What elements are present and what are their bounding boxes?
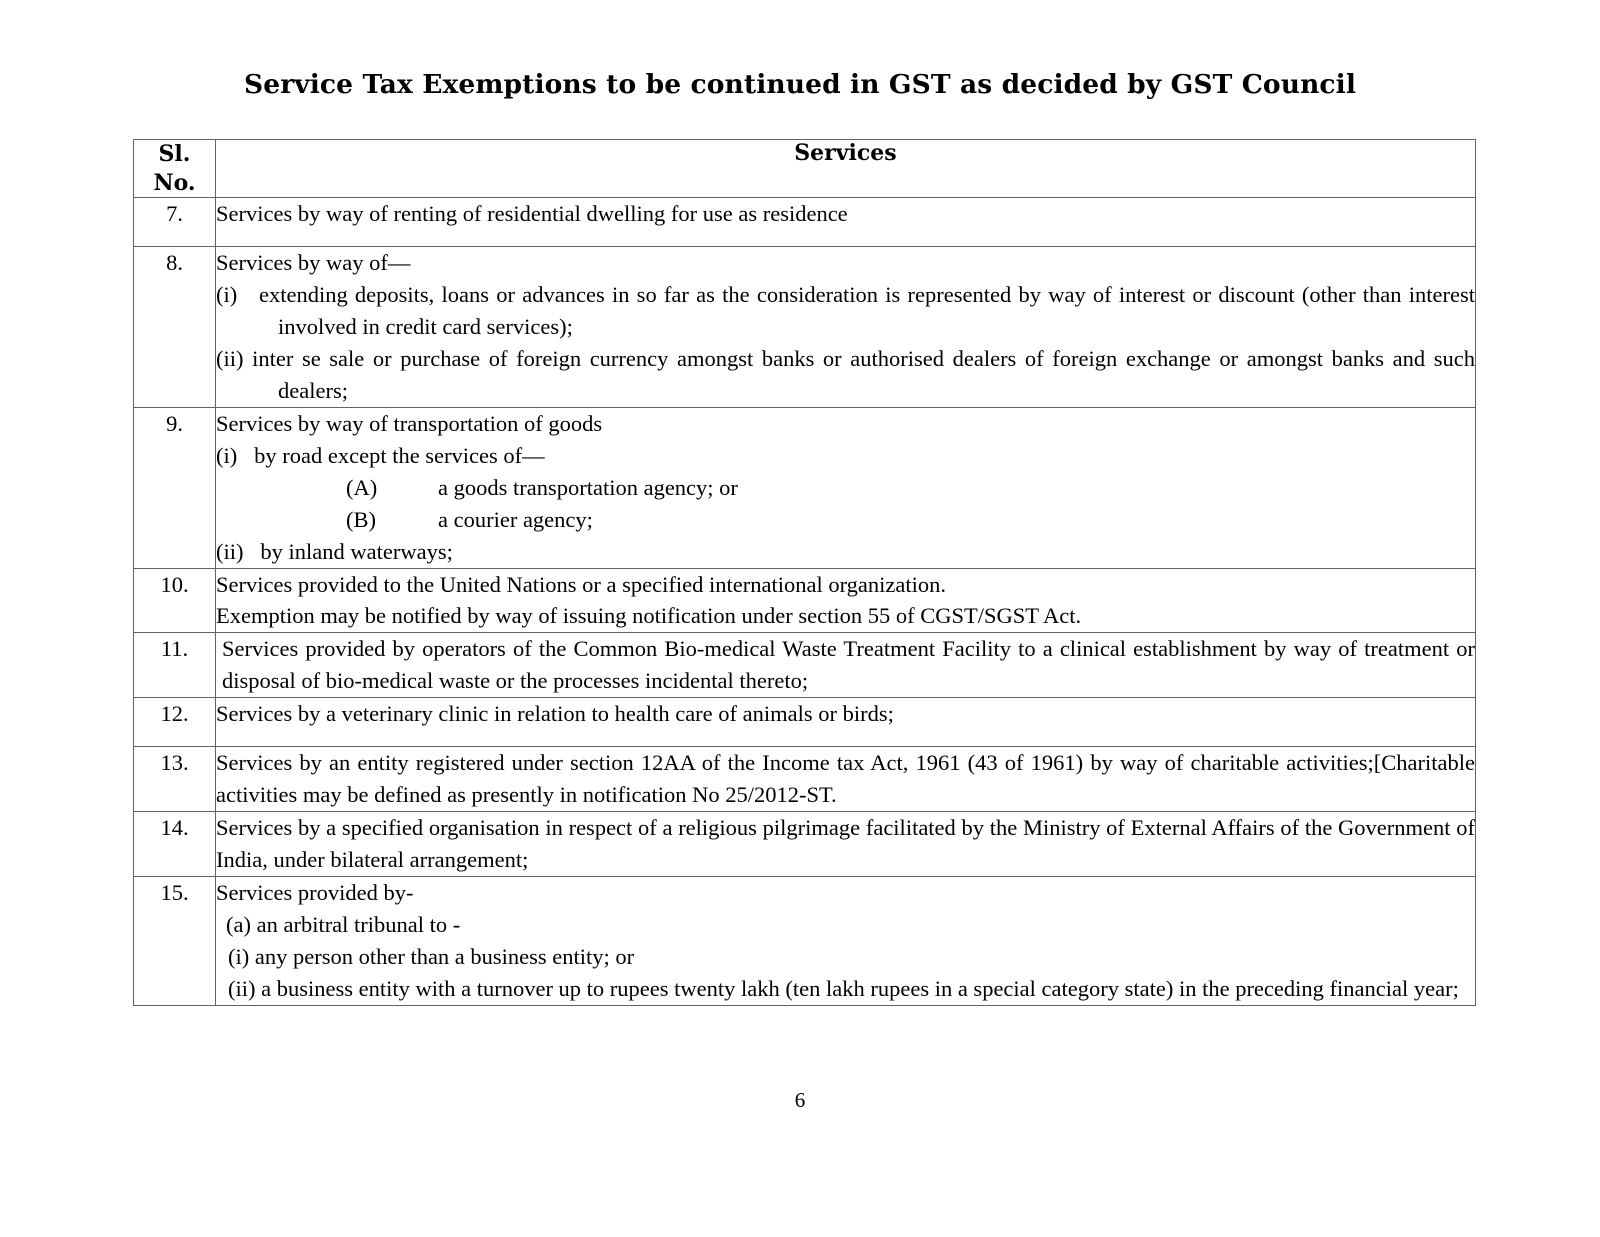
- row8-item-ii: [216, 343, 1475, 407]
- row-sl-no: 10.: [134, 568, 216, 633]
- row7-spacer: [216, 230, 1475, 246]
- row8-marker-ii: (ii): [216, 345, 244, 371]
- row9-item-ii: [216, 536, 1475, 568]
- row-sl-no: 8.: [134, 247, 216, 408]
- row9-marker-ii: (ii): [216, 538, 244, 564]
- row8-item-i: [216, 279, 1475, 343]
- row9-text-i: by road except the services of—: [254, 442, 545, 468]
- row9-item-i: [216, 440, 1475, 472]
- row-services: [216, 698, 1476, 747]
- row9-marker-a: (A): [346, 474, 378, 500]
- row15-item-a: (a) an arbitral tribunal to -: [226, 911, 461, 937]
- page-title: Service Tax Exemptions to be continued in GST as decided by GST Council: [244, 69, 1356, 100]
- table-row: [134, 812, 1476, 877]
- row9-marker-b: (B): [346, 506, 376, 532]
- row-sl-no: 14.: [134, 812, 216, 877]
- row-services: [216, 876, 1476, 1005]
- row12-line1: Services by a veterinary clinic in relation to health care of animals or birds;: [216, 701, 894, 727]
- table-row: [134, 407, 1476, 568]
- row15-item-ii: (ii) a business entity with a turnover up to rupees twenty lakh (ten lakh rupees in a special category state) in the preceding financial year;: [228, 975, 1459, 1001]
- row-sl-no: 13.: [134, 747, 216, 812]
- table-row: [134, 633, 1476, 698]
- row8-line1: Services by way of—: [216, 250, 411, 276]
- row-services: [216, 247, 1476, 408]
- row-services: [216, 198, 1476, 247]
- column-header-services: Services: [216, 140, 1476, 198]
- row11-line1: Services provided by operators of the Common Bio-medical Waste Treatment Facility to a clinical establishment by way of treatment or disposal of bio-medical waste or the processes incidental thereto;: [222, 636, 1475, 694]
- table-header-row: [134, 140, 1476, 198]
- row7-line1: Services by way of renting of residential dwelling for use as residence: [216, 201, 848, 227]
- row-sl-no: 9.: [134, 407, 216, 568]
- row9-text-ii: by inland waterways;: [260, 538, 453, 564]
- row9-item-a: [216, 472, 1475, 504]
- row10-line1: Services provided to the United Nations or a specified international organization.: [216, 571, 946, 597]
- row9-item-b: [216, 504, 1475, 536]
- exemptions-table: [133, 139, 1476, 1006]
- row8-marker-i: (i): [216, 282, 238, 308]
- row-sl-no: 15.: [134, 876, 216, 1005]
- sl-no-line1: Sl.: [158, 141, 191, 167]
- row13-line1: Services by an entity registered under section 12AA of the Income tax Act, 1961 (43 of 1961) by way of charitable activities;[Charitable activities may be defined as presently in notification No 25/2012-ST.: [216, 750, 1475, 808]
- row-services: [216, 568, 1476, 633]
- row15-line1: Services provided by-: [216, 879, 414, 905]
- row-sl-no: 11.: [134, 633, 216, 698]
- row9-line1: Services by way of transportation of goods: [216, 410, 603, 436]
- row8-text-ii: inter se sale or purchase of foreign currency amongst banks or authorised dealers of foreign exchange or amongst banks and such dealers;: [252, 345, 1476, 403]
- row15-item-i: (i) any person other than a business entity; or: [228, 943, 635, 969]
- row8-text-i: extending deposits, loans or advances in so far as the consideration is represented by way of interest or discount (other than interest involved in credit card services);: [258, 282, 1475, 339]
- row-services: [216, 812, 1476, 877]
- row9-marker-i: (i): [216, 442, 238, 468]
- table-row: [134, 747, 1476, 812]
- table-row: [134, 198, 1476, 247]
- row-sl-no: 7.: [134, 198, 216, 247]
- row-services: [216, 747, 1476, 812]
- row-sl-no: 12.: [134, 698, 216, 747]
- row-services: [216, 633, 1476, 698]
- table-row: [134, 876, 1476, 1005]
- row9-text-a: a goods transportation agency; or: [438, 474, 738, 500]
- page-number: 6: [794, 1088, 806, 1112]
- row14-line1: Services by a specified organisation in respect of a religious pilgrimage facilitated by the Ministry of External Affairs of the Government of India, under bilateral arrangement;: [216, 815, 1475, 872]
- table-row: [134, 698, 1476, 747]
- table-row: [134, 568, 1476, 633]
- row9-text-b: a courier agency;: [438, 506, 593, 532]
- row10-line2: Exemption may be notified by way of issuing notification under section 55 of CGST/SGST Act.: [216, 603, 1082, 629]
- row12-spacer: [216, 730, 1475, 746]
- table-row: [134, 247, 1476, 408]
- column-header-sl-no: [134, 140, 216, 198]
- sl-no-line2: No.: [153, 169, 196, 196]
- row-services: [216, 407, 1476, 568]
